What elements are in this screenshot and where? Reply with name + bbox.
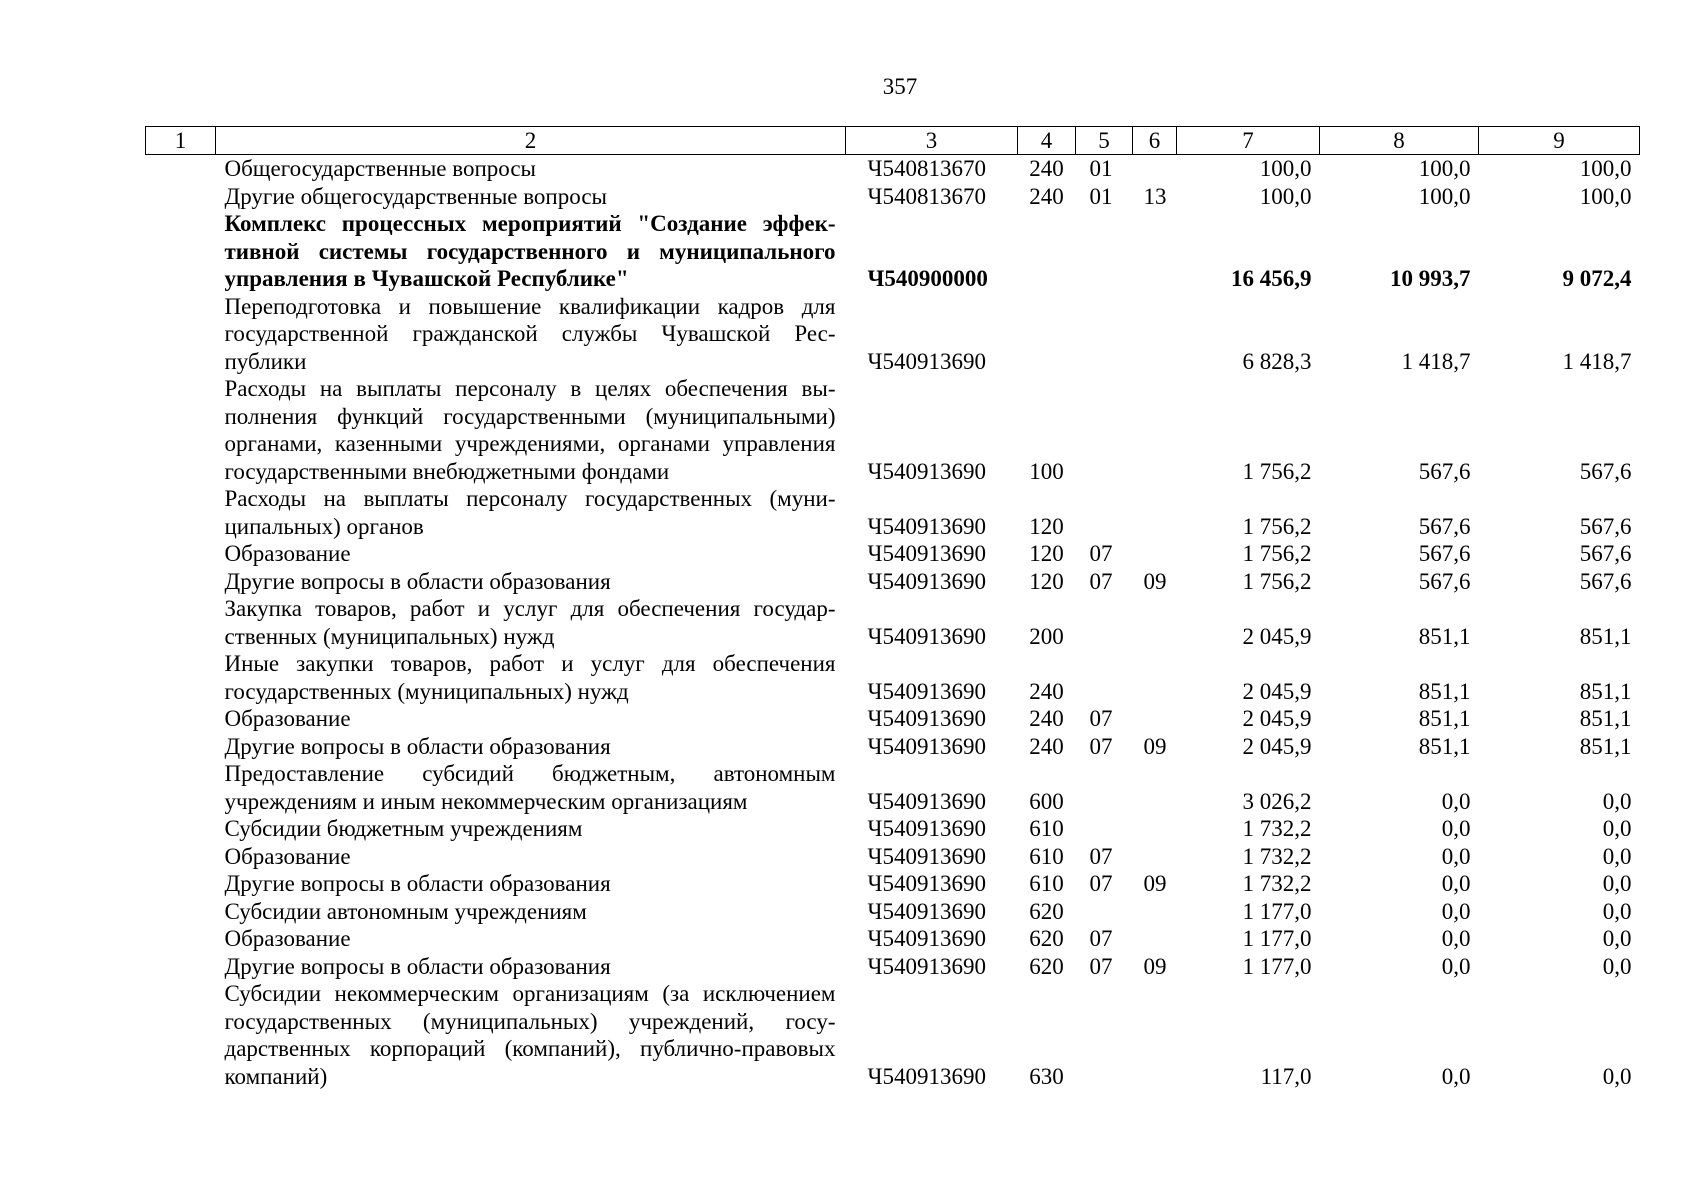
row-amount-col-7: 117,0 [1260,1063,1312,1089]
row-col-1 [146,843,216,871]
row-target-code: Ч540913690 [867,458,986,484]
row-description: Субсидии бюджетным учреждениям [224,816,583,841]
row-col-1 [146,650,216,705]
row-subsection [1133,293,1177,376]
row-col-1 [146,540,216,568]
row-amount-col-9: 0,0 [1602,871,1632,896]
row-amount-col-9: 100,0 [1579,156,1632,181]
row-subsection [1133,155,1177,183]
row-amount-col-7: 1 756,2 [1242,458,1312,484]
row-amount-col-9: 0,0 [1602,926,1632,951]
row-amount-col-7: 2 045,9 [1242,706,1312,731]
row-col-1 [146,760,216,815]
row-col-1 [146,210,216,293]
row-expense-type: 240 [1029,183,1064,209]
row-amount-col-8: 851,1 [1418,706,1471,731]
row-amount-col-9: 0,0 [1602,953,1632,979]
row-target-code: Ч540913690 [867,871,986,896]
row-description: Образование [224,926,351,951]
header-col-3: 3 [846,127,1018,155]
row-amount-col-9: 567,6 [1579,568,1632,594]
table-row [146,760,1640,815]
row-subsection [1133,980,1177,1090]
row-description: Расходы на выплаты персоналу государственных (муниципальных) органов [224,486,836,539]
row-target-code: Ч540913690 [867,953,986,979]
row-amount-col-7: 1 732,2 [1242,843,1312,869]
row-section: 01 [1089,156,1113,181]
row-section: 07 [1089,926,1113,951]
row-amount-col-9: 851,1 [1579,623,1632,649]
row-target-code: Ч540913690 [867,1063,986,1089]
header-col-4: 4 [1018,127,1076,155]
row-section [1076,293,1133,376]
row-target-code: Ч540913690 [867,898,986,924]
row-col-1 [146,898,216,926]
row-amount-col-8: 851,1 [1418,678,1471,704]
header-row [146,127,1640,155]
row-subsection [1133,843,1177,871]
table-row [146,183,1640,211]
table-row [146,293,1640,376]
row-amount-col-7: 1 732,2 [1242,816,1312,841]
row-section [1076,980,1133,1090]
row-expense-type [1018,293,1076,376]
row-amount-col-8: 0,0 [1441,953,1471,979]
row-subsection [1133,650,1177,705]
row-description: Комплекс процессных мероприятий "Создание эффективной системы государственного и муниципального управления в Чувашской Республике" [224,211,836,291]
table-row [146,210,1640,293]
table-row [146,815,1640,843]
row-section [1076,650,1133,705]
row-expense-type: 120 [1029,541,1064,566]
row-amount-col-7: 1 756,2 [1242,568,1312,594]
row-amount-col-9: 0,0 [1602,1063,1632,1089]
table-row [146,898,1640,926]
row-amount-col-9: 1 418,7 [1562,348,1632,374]
row-description: Другие вопросы в области образования [224,568,611,594]
row-section [1076,375,1133,485]
header-col-5: 5 [1076,127,1133,155]
row-subsection [1133,760,1177,815]
row-amount-col-8: 851,1 [1418,733,1471,759]
row-amount-col-8: 567,6 [1418,458,1471,484]
row-col-1 [146,595,216,650]
row-target-code: Ч540913690 [867,816,986,841]
table-row [146,870,1640,898]
row-description: Общегосударственные вопросы [224,156,536,181]
row-subsection [1133,815,1177,843]
row-expense-type: 620 [1029,926,1064,951]
row-col-1 [146,568,216,596]
row-section: 01 [1089,183,1113,209]
row-section: 07 [1089,843,1113,869]
row-col-1 [146,980,216,1090]
row-amount-col-7: 100,0 [1259,156,1312,181]
row-amount-col-8: 0,0 [1441,788,1471,814]
row-subsection [1133,210,1177,293]
header-col-6: 6 [1133,127,1177,155]
header-col-2: 2 [216,127,846,155]
table-row [146,595,1640,650]
table-row [146,485,1640,540]
table-row [146,540,1640,568]
row-amount-col-8: 0,0 [1441,871,1471,896]
row-subsection [1133,540,1177,568]
table-row [146,705,1640,733]
row-expense-type: 610 [1029,816,1064,841]
row-section: 07 [1089,733,1113,759]
table-row [146,375,1640,485]
row-target-code: Ч540913690 [867,678,986,704]
table-row [146,568,1640,596]
header-col-8: 8 [1320,127,1479,155]
row-description: Образование [224,706,351,731]
table-row [146,953,1640,981]
row-amount-col-7: 16 456,9 [1231,266,1312,291]
row-col-1 [146,155,216,183]
row-subsection: 09 [1143,568,1167,594]
row-amount-col-7: 1 177,0 [1242,898,1312,924]
row-subsection [1133,705,1177,733]
row-amount-col-8: 0,0 [1441,898,1471,924]
row-expense-type: 100 [1029,458,1064,484]
table-row [146,650,1640,705]
row-amount-col-9: 100,0 [1579,183,1632,209]
row-description: Образование [224,843,351,869]
row-col-1 [146,815,216,843]
row-target-code: Ч540913690 [867,513,986,539]
table-body [146,155,1640,1091]
row-expense-type: 610 [1029,871,1064,896]
row-subsection: 09 [1143,953,1167,979]
row-description: Переподготовка и повышение квалификации кадров для государственной гражданской службы Чувашской Республики [224,293,836,374]
row-col-1 [146,870,216,898]
row-col-1 [146,485,216,540]
row-amount-col-8: 0,0 [1441,816,1471,841]
row-col-1 [146,705,216,733]
row-section: 07 [1089,953,1113,979]
row-description: Другие вопросы в области образования [224,733,611,759]
row-amount-col-9: 0,0 [1602,843,1632,869]
row-amount-col-8: 567,6 [1418,568,1471,594]
row-amount-col-9: 567,6 [1579,458,1632,484]
row-section: 07 [1089,871,1113,896]
row-target-code: Ч540913690 [867,568,986,594]
row-subsection [1133,898,1177,926]
row-col-1 [146,953,216,981]
row-section [1076,815,1133,843]
row-amount-col-8: 0,0 [1441,926,1471,951]
row-target-code: Ч540913690 [867,843,986,869]
row-amount-col-9: 851,1 [1579,706,1632,731]
row-amount-col-9: 9 072,4 [1562,266,1632,291]
row-description: Субсидии автономным учреждениям [224,898,587,924]
row-amount-col-8: 10 993,7 [1390,266,1471,291]
row-subsection: 13 [1143,183,1167,209]
table-row [146,925,1640,953]
row-description: Предоставление субсидий бюджетным, автономным учреждениям и иным некоммерческим организациям [224,761,836,814]
row-target-code: Ч540913690 [867,541,986,566]
row-section: 07 [1089,568,1113,594]
row-expense-type: 620 [1029,898,1064,924]
row-expense-type [1018,210,1076,293]
row-expense-type: 600 [1029,788,1064,814]
row-amount-col-8: 0,0 [1441,1063,1471,1089]
row-amount-col-8: 851,1 [1418,623,1471,649]
row-amount-col-7: 1 177,0 [1242,953,1312,979]
row-target-code: Ч540913690 [867,733,986,759]
row-target-code: Ч540913690 [867,348,986,374]
row-section [1076,898,1133,926]
row-amount-col-7: 6 828,3 [1242,348,1312,374]
row-subsection [1133,925,1177,953]
row-expense-type: 240 [1029,706,1064,731]
row-description: Расходы на выплаты персоналу в целях обеспечения выполнения функций государственными (муниципальными) органами, казенными учреждениями, органами управления государственными внебюджетными фондами [224,376,836,484]
row-amount-col-7: 2 045,9 [1242,733,1312,759]
table-row [146,843,1640,871]
row-subsection: 09 [1143,733,1167,759]
row-amount-col-7: 100,0 [1259,183,1312,209]
row-expense-type: 610 [1029,843,1064,869]
row-section: 07 [1089,706,1113,731]
table-row [146,980,1640,1090]
row-expense-type: 120 [1029,513,1064,539]
row-amount-col-7: 1 756,2 [1242,513,1312,539]
row-amount-col-7: 3 026,2 [1242,788,1312,814]
row-amount-col-8: 567,6 [1418,541,1471,566]
row-description: Другие общегосударственные вопросы [224,183,607,209]
row-amount-col-7: 1 177,0 [1242,926,1312,951]
row-target-code: Ч540913690 [867,788,986,814]
row-amount-col-9: 0,0 [1602,898,1632,924]
row-description: Субсидии некоммерческим организациям (за исключением государственных (муниципальных) учреждений, государственных корпораций (компаний), публично-правовых компаний) [224,981,836,1089]
row-description: Другие вопросы в области образования [224,953,611,979]
row-col-1 [146,925,216,953]
row-col-1 [146,375,216,485]
row-expense-type: 200 [1029,623,1064,649]
row-amount-col-8: 100,0 [1418,156,1471,181]
row-amount-col-9: 0,0 [1602,816,1632,841]
row-amount-col-9: 851,1 [1579,733,1632,759]
row-col-1 [146,733,216,761]
row-target-code: Ч540913690 [867,623,986,649]
header-col-7: 7 [1177,127,1320,155]
row-subsection [1133,375,1177,485]
row-description: Иные закупки товаров, работ и услуг для обеспечения государственных (муниципальных) нужд [224,651,836,704]
row-amount-col-9: 567,6 [1579,513,1632,539]
row-expense-type: 120 [1029,568,1064,594]
row-expense-type: 240 [1029,733,1064,759]
row-section: 07 [1089,541,1113,566]
row-target-code: Ч540913690 [867,706,986,731]
row-section [1076,760,1133,815]
row-expense-type: 630 [1029,1063,1064,1089]
header-col-9: 9 [1479,127,1640,155]
row-description: Образование [224,541,351,566]
header-col-1: 1 [146,127,216,155]
row-subsection [1133,485,1177,540]
row-amount-col-9: 0,0 [1602,788,1632,814]
row-amount-col-9: 851,1 [1579,678,1632,704]
row-description: Закупка товаров, работ и услуг для обеспечения государственных (муниципальных) нужд [224,596,836,649]
row-amount-col-8: 100,0 [1418,183,1471,209]
row-amount-col-8: 1 418,7 [1401,348,1471,374]
row-amount-col-7: 1 732,2 [1242,871,1312,896]
table-row [146,733,1640,761]
row-subsection [1133,595,1177,650]
row-section [1076,595,1133,650]
row-amount-col-8: 0,0 [1441,843,1471,869]
row-amount-col-7: 1 756,2 [1242,541,1312,566]
page-number: 357 [882,74,918,99]
row-col-1 [146,293,216,376]
row-amount-col-7: 2 045,9 [1242,623,1312,649]
row-col-1 [146,183,216,211]
row-expense-type: 620 [1029,953,1064,979]
row-description: Другие вопросы в области образования [224,871,611,896]
row-section [1076,210,1133,293]
budget-table [145,126,1640,1090]
row-target-code: Ч540900000 [867,266,988,291]
row-amount-col-8: 567,6 [1418,513,1471,539]
row-target-code: Ч540813670 [867,156,986,181]
table-row [146,155,1640,183]
row-amount-col-7: 2 045,9 [1242,678,1312,704]
row-expense-type: 240 [1029,678,1064,704]
row-subsection: 09 [1143,871,1167,896]
row-section [1076,485,1133,540]
row-target-code: Ч540813670 [867,183,986,209]
row-expense-type: 240 [1029,156,1064,181]
row-amount-col-9: 567,6 [1579,541,1632,566]
row-target-code: Ч540913690 [867,926,986,951]
